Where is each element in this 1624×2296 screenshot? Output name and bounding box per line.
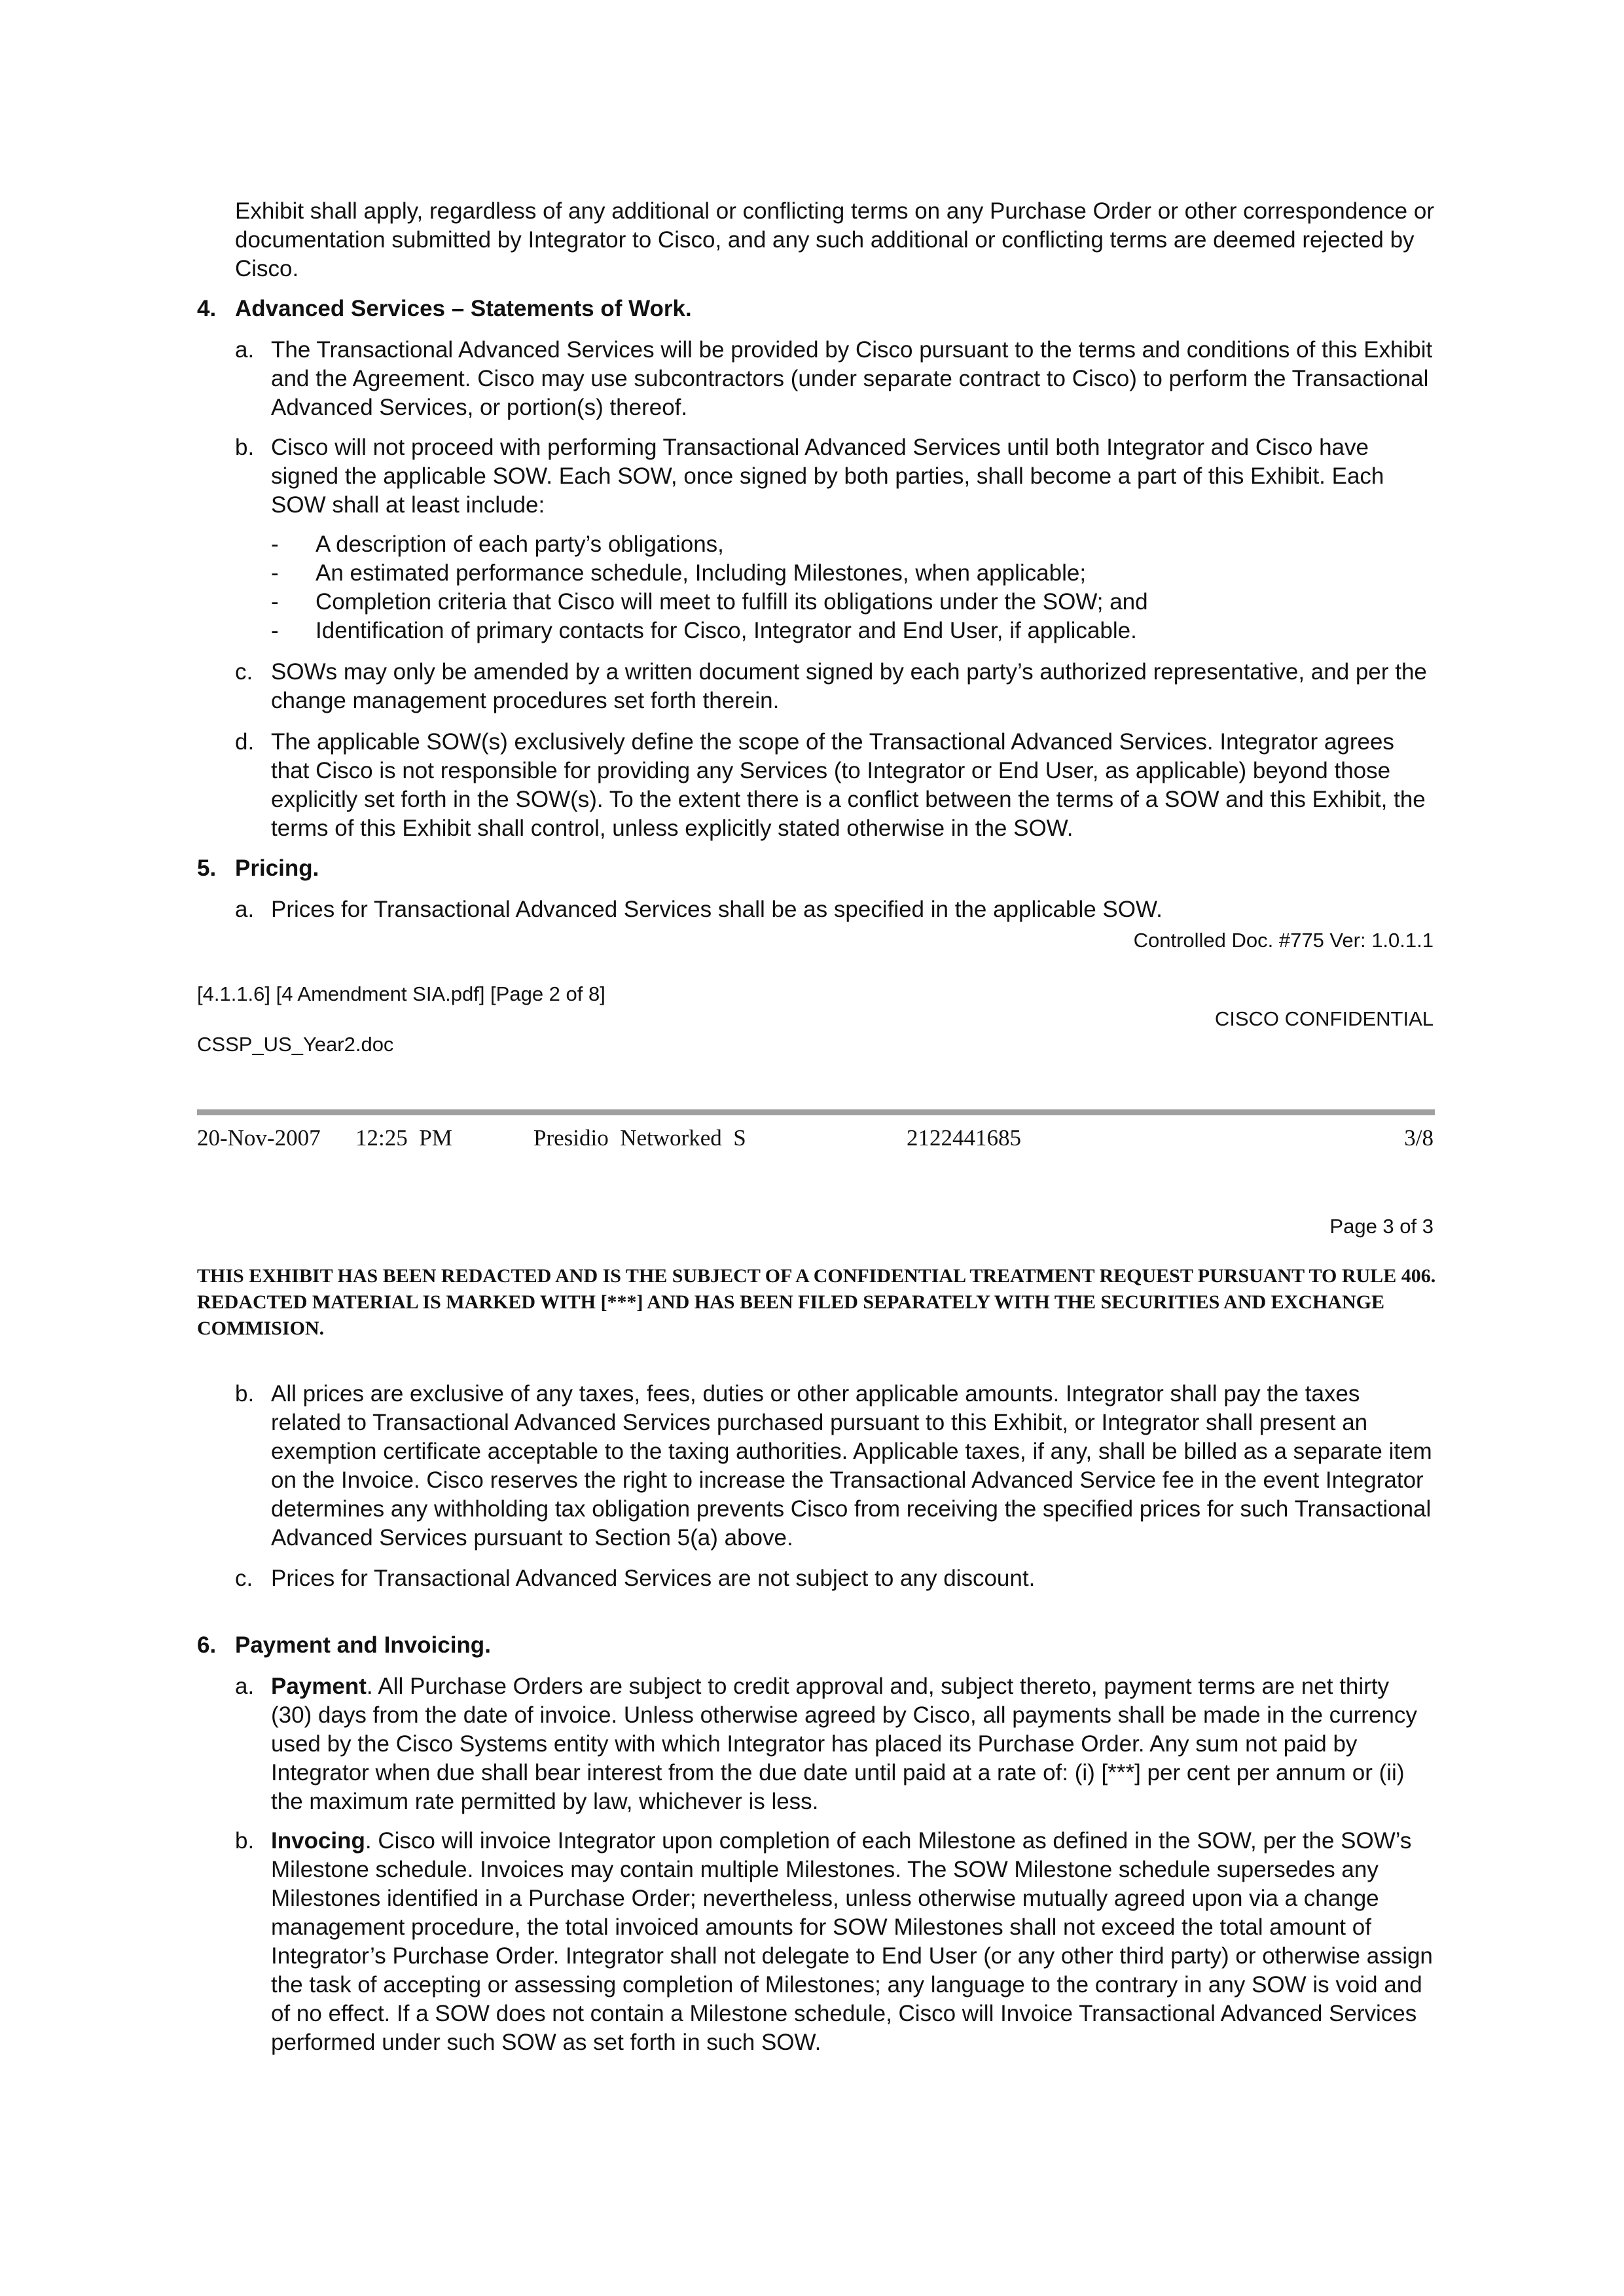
section-6a-text (271, 1672, 1436, 1816)
section-5-number: 5. (197, 855, 217, 881)
section-4a-label: a. (235, 337, 255, 363)
intro-paragraph: Exhibit shall apply, regardless of any additional or conflicting terms on any Purchase Order or other correspondence or documentation submitted by Integrator to Cisco, and any such additional or conflicting terms are deemed rejected by Cisco. (235, 198, 1434, 281)
section-4b-text: Cisco will not proceed with performing Transactional Advanced Services until both Integrator and Cisco have signed the applicable SOW. Each SOW, once signed by both parties, shall become a part of this Exhibit. Each SOW shall at least include: (271, 435, 1384, 518)
section-4d-label: d. (235, 729, 255, 755)
section-4c-label: c. (235, 659, 253, 685)
payment-term: Payment (271, 1674, 367, 1699)
section-5c-label: c. (235, 1566, 253, 1591)
list-item: A description of each party’s obligations, (316, 531, 724, 557)
bullet-marker: - (271, 589, 279, 615)
redaction-notice: THIS EXHIBIT HAS BEEN REDACTED AND IS THE SUBJECT OF A CONFIDENTIAL TREATMENT REQUEST PURSUANT TO RULE 406. REDACTED MATERIAL IS MARKED WITH [***] AND HAS BEEN FILED SEPARATELY WITH THE SECURITIES AND EXCHANGE COMMISION. (197, 1265, 1436, 1339)
section-4c-text: SOWs may only be amended by a written document signed by each party’s authorized representative, and per the change management procedures set forth therein. (271, 659, 1427, 713)
list-item: Completion criteria that Cisco will meet to fulfill its obligations under the SOW; and (316, 589, 1148, 615)
section-4a-text: The Transactional Advanced Services will be provided by Cisco pursuant to the terms and conditions of this Exhibit and the Agreement. Cisco may use subcontractors (under separate contract to Cisco) to perform the Transactional Advanced Services, or portion(s) thereof. (271, 337, 1433, 420)
section-4-number: 4. (197, 296, 217, 321)
document-filename: CSSP_US_Year2.doc (197, 1033, 394, 1056)
list-item: Identification of primary contacts for Cisco, Integrator and End User, if applicable. (316, 618, 1137, 643)
invoicing-clause: . Cisco will invoice Integrator upon completion of each Milestone as defined in the SOW, per the SOW’s Milestone schedule. Invoices may contain multiple Milestones. The SOW Milestone schedule supersedes any Milestones identified in a Purchase Order; nevertheless, unless otherwise mutually agreed upon via a change management procedure, the total invoiced amounts for SOW Milestones shall not exceed the total amount of Integrator’s Purchase Order. Integrator shall not delegate to End User (or any other third party) or otherwise assign the task of accepting or assessing completion of Milestones; any language to the contrary in any SOW is void and of no effect. If a SOW does not contain a Milestone schedule, Cisco will Invoice Transactional Advanced Services performed under such SOW as set forth in such SOW. (271, 1828, 1433, 2055)
section-6-title: Payment and Invoicing. (235, 1632, 491, 1658)
page-divider (197, 1109, 1435, 1115)
section-4b-label: b. (235, 435, 255, 460)
page-number-label: Page 3 of 3 (1329, 1215, 1434, 1238)
footer-file-reference: [4.1.1.6] [4 Amendment SIA.pdf] [Page 2 of 8] (197, 982, 605, 1005)
section-6b-text (271, 1827, 1436, 2057)
section-5b-text: All prices are exclusive of any taxes, fees, duties or other applicable amounts. Integrator shall pay the taxes related to Transactional Advanced Services purchased pursuant to this Exhibit, or Integrator shall present an exemption certificate acceptable to the taxing authorities. Applicable taxes, if any, shall be billed as a separate item on the Invoice. Cisco reserves the right to increase the Transactional Advanced Service fee in the event Integrator determines any withholding tax obligation prevents Cisco from receiving the specified prices for such Transactional Advanced Services pursuant to Section 5(a) above. (271, 1381, 1432, 1551)
bullet-marker: - (271, 560, 279, 586)
section-6b-label: b. (235, 1828, 255, 1854)
list-item: An estimated performance schedule, Including Milestones, when applicable; (316, 560, 1087, 586)
bullet-marker: - (271, 618, 279, 643)
fax-sender: Presidio Networked S (533, 1125, 746, 1151)
controlled-doc-label: Controlled Doc. #775 Ver: 1.0.1.1 (1133, 929, 1434, 952)
confidential-label: CISCO CONFIDENTIAL (1214, 1007, 1434, 1030)
section-4-title: Advanced Services – Statements of Work. (235, 296, 692, 321)
invoicing-term: Invocing (271, 1828, 365, 1854)
fax-time: 12:25 PM (355, 1125, 452, 1151)
section-5c-text: Prices for Transactional Advanced Services are not subject to any discount. (271, 1566, 1036, 1591)
fax-phone: 2122441685 (907, 1125, 1021, 1151)
bullet-marker: - (271, 531, 279, 557)
section-5-title: Pricing. (235, 855, 319, 881)
fax-date: 20-Nov-2007 (197, 1125, 321, 1151)
section-5a-label: a. (235, 897, 255, 922)
section-5b-label: b. (235, 1381, 255, 1407)
section-6-number: 6. (197, 1632, 217, 1658)
section-6a-label: a. (235, 1674, 255, 1699)
section-4d-text: The applicable SOW(s) exclusively define the scope of the Transactional Advanced Services. Integrator agrees that Cisco is not responsible for providing any Services (to Integrator or End User, as applicable) beyond those explicitly set forth in the SOW(s). To the extent there is a conflict between the terms of a SOW and this Exhibit, the terms of this Exhibit shall control, unless explicitly stated otherwise in the SOW. (271, 729, 1426, 841)
section-5a-text: Prices for Transactional Advanced Services shall be as specified in the applicable SOW. (271, 897, 1163, 922)
payment-clause: . All Purchase Orders are subject to credit approval and, subject thereto, payment terms are net thirty (30) days from the date of invoice. Unless otherwise agreed by Cisco, all payments shall be made in the currency used by the Cisco Systems entity with which Integrator has placed its Purchase Order. Any sum not paid by Integrator when due shall bear interest from the due date until paid at a rate of: (i) [***] per cent per annum or (ii) the maximum rate permitted by law, whichever is less. (271, 1674, 1417, 1814)
fax-page: 3/8 (1404, 1125, 1434, 1151)
